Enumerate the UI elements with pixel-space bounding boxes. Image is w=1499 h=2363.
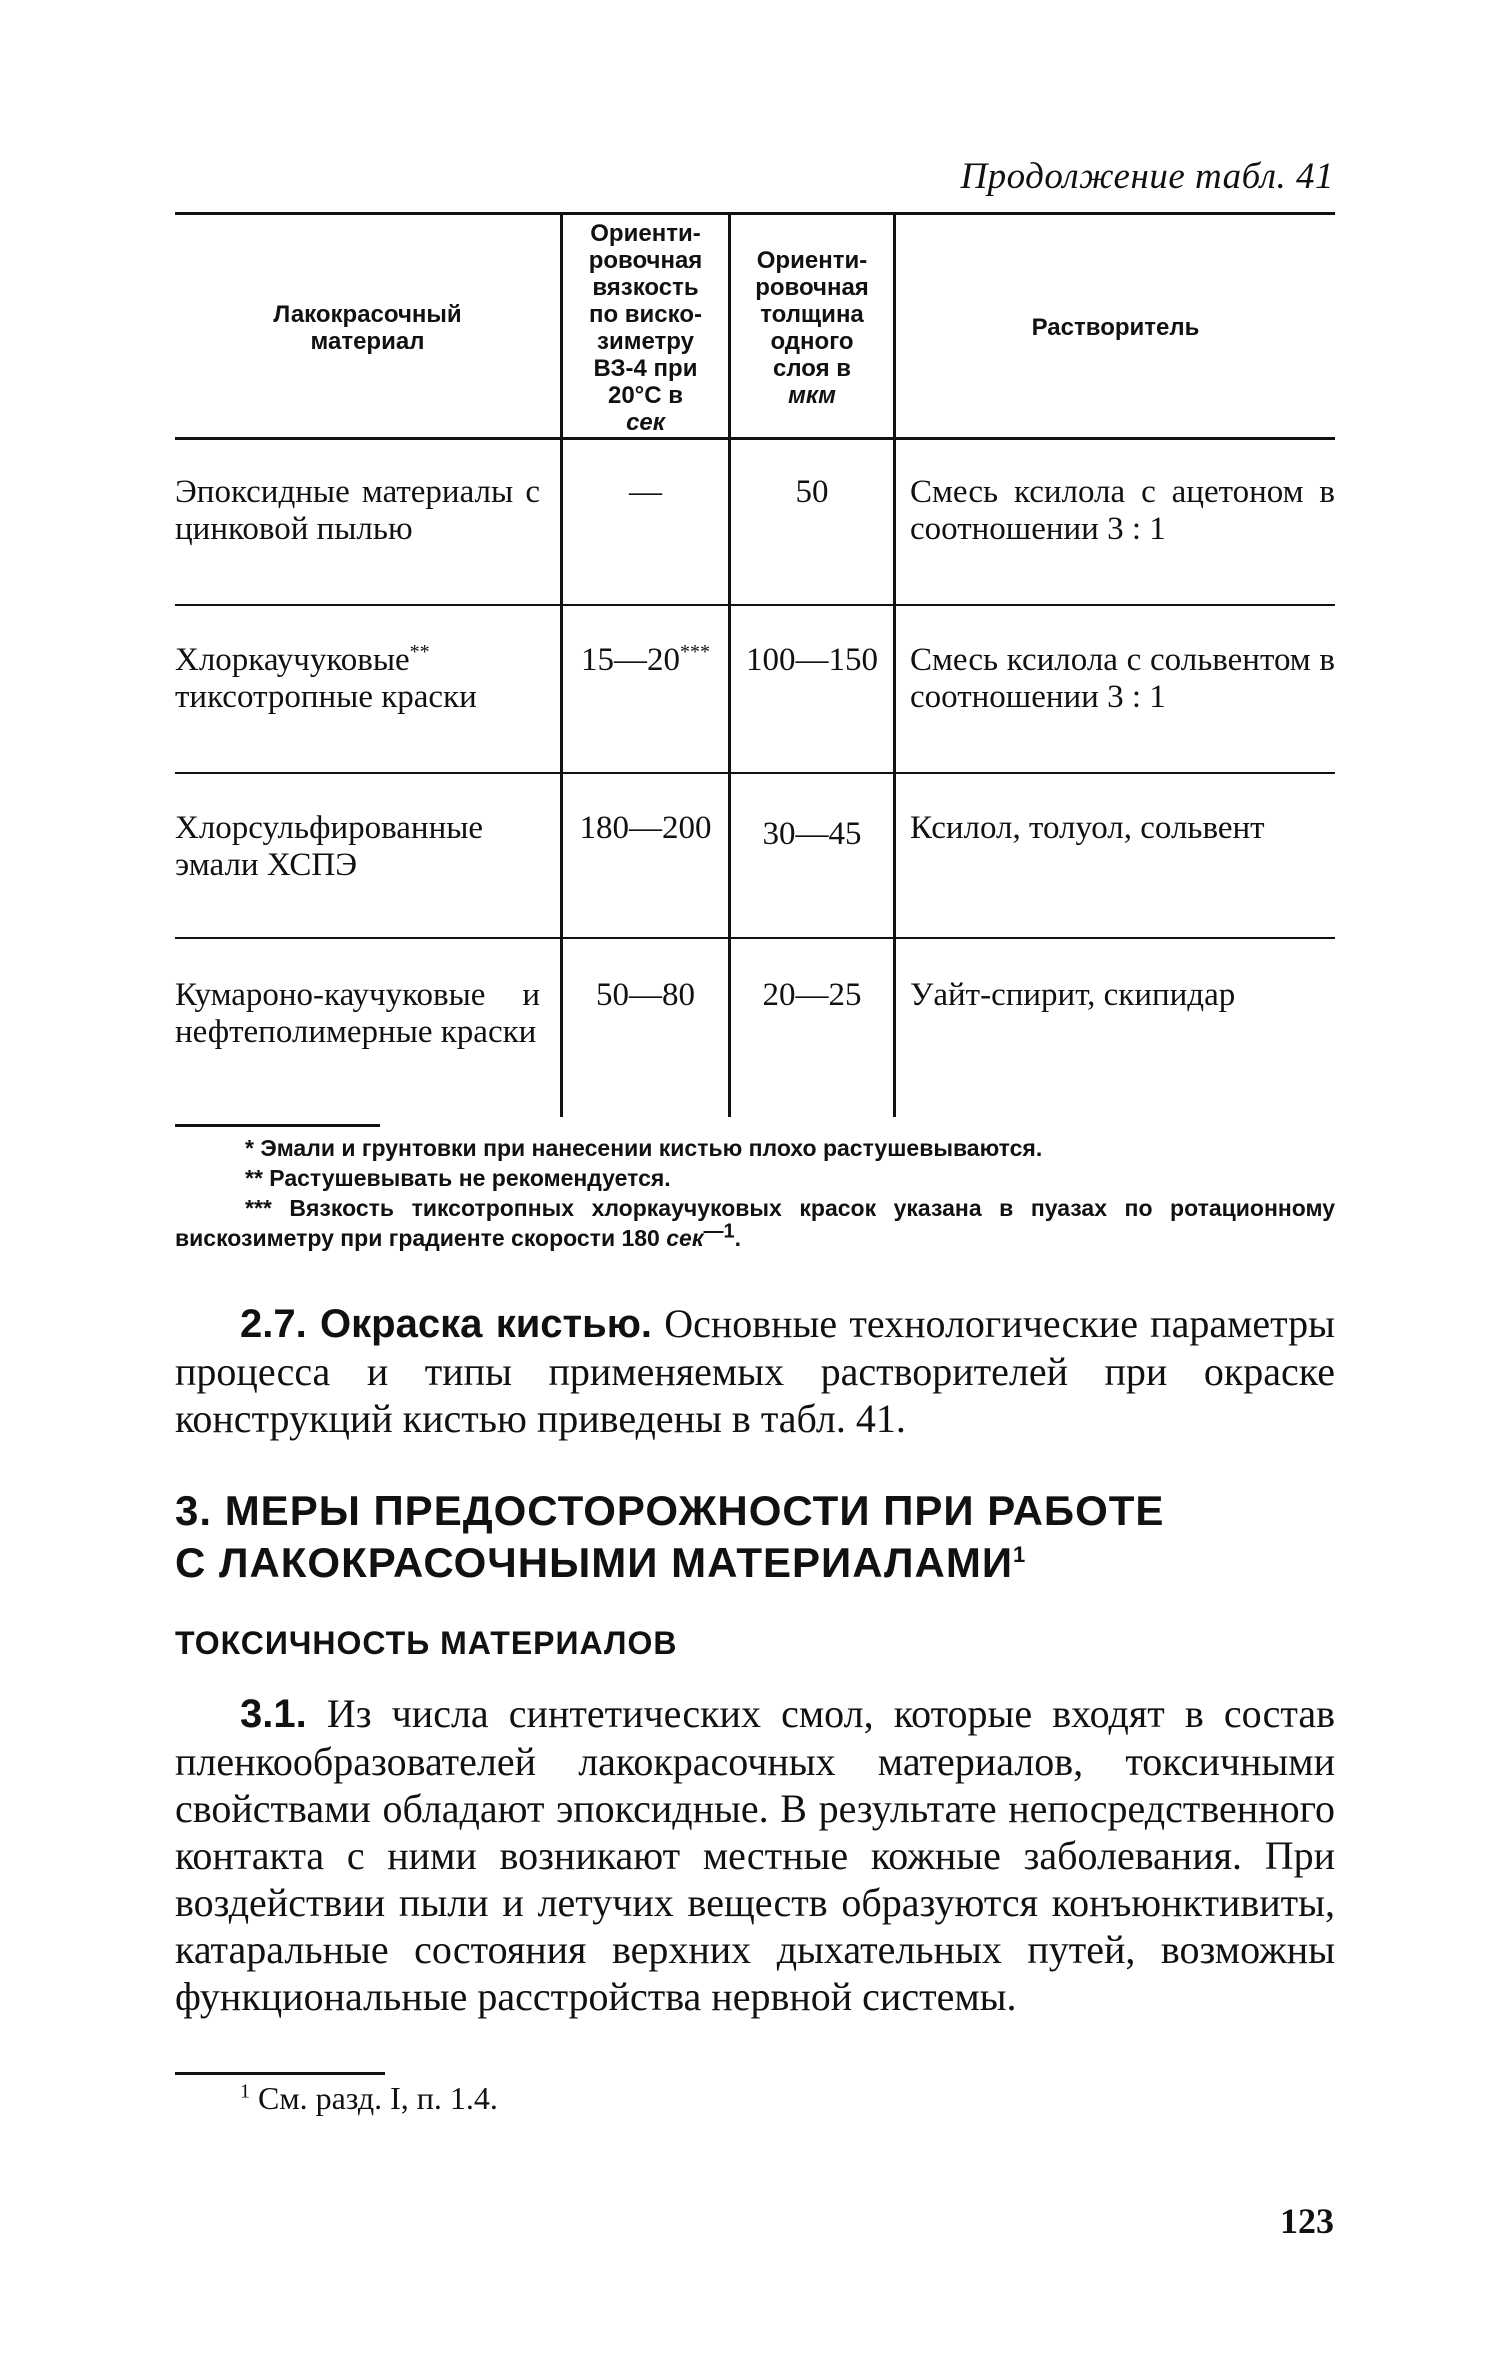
table-cell-thickness: 50	[795, 474, 829, 510]
table-cell-viscosity: 15—20***	[581, 641, 710, 678]
table-cell-thickness: 20—25	[762, 977, 862, 1013]
row-divider	[175, 772, 1335, 774]
header-solvent: Растворитель	[1031, 314, 1200, 341]
table-cell-solvent: Ксилол, толуол, сольвент	[910, 810, 1265, 846]
table-cell-viscosity: 50—80	[596, 977, 695, 1013]
data-table	[175, 212, 1335, 1117]
table-header-rule	[175, 437, 1335, 440]
subsection-heading: ТОКСИЧНОСТЬ МАТЕРИАЛОВ	[175, 1625, 678, 1661]
page-number: 123	[1280, 2201, 1334, 2241]
paragraph-label: 3.1.	[240, 1692, 307, 1736]
table-cell-material: Хлорсульфированные эмали ХСПЭ	[175, 810, 484, 883]
footnote: $^1$ См. разд. I, п. 1.4.	[240, 2080, 498, 2116]
table-cell-material: Эпоксидные материалы с цинковой пылью	[175, 474, 540, 547]
table-cell-thickness: 30—45	[762, 816, 862, 852]
header-viscosity: Ориенти- ровочная вязкость по виско- зиметру ВЗ-4 при 20°С в сек	[588, 219, 703, 436]
notes-rule	[175, 1124, 380, 1127]
table-cell-material: Хлоркаучуковые** тиксотропные краски	[175, 641, 477, 715]
table-cell-viscosity: —	[629, 474, 662, 510]
table-notes	[175, 1133, 1335, 1253]
paragraph-3-1: 3.1. Из числа синтетических смол, которые входят в состав пленкообразователей лакокрасочных материалов, токсичными свойствами обладают эпоксидные. В результате непосредственного контакта с ними возникают местные кожные заболевания. При воздействии пыли и летучих веществ образуются конъюнктивиты, катаральные состояния верхних дыхательных путей, возможны функциональные расстройства нервной системы.	[175, 1691, 1335, 2019]
note-item: * Эмали и грунтовки при нанесении кистью плохо растушевываются.	[245, 1135, 1043, 1161]
header-material: Лакокрасочный материал	[273, 300, 462, 355]
header-thickness: Ориенти- ровочная толщина одного слоя в мкм	[755, 246, 869, 409]
table-cell-viscosity: 180—200	[579, 810, 712, 846]
table-cell-material: Кумароно-каучуковые и нефтеполимерные краски	[175, 977, 540, 1050]
table-continuation-caption: Продолжение табл. 41	[960, 156, 1334, 197]
table-cell-solvent: Уайт-спирит, скипидар	[910, 977, 1236, 1013]
footnote-rule	[175, 2072, 385, 2075]
table-cell-solvent: Смесь ксилола с ацетоном в соотношении 3 : 1	[910, 474, 1335, 547]
section-3-heading: 3. МЕРЫ ПРЕДОСТОРОЖНОСТИ ПРИ РАБОТЕ С ЛАКОКРАСОЧНЫМИ МАТЕРИАЛАМИ$^1$	[175, 1487, 1165, 1586]
row-divider	[175, 937, 1335, 939]
note-item: *** Вязкость тиксотропных хлоркаучуковых красок указана в пуазах по ротационному вискозиметру при градиенте скорости 180 сек—1.	[175, 1195, 1335, 1251]
paragraph-label: 2.7. Окраска кистью.	[240, 1302, 652, 1346]
table-top-rule	[175, 212, 1335, 215]
row-divider	[175, 604, 1335, 606]
paragraph-2-7: 2.7. Окраска кистью. Основные технологические параметры процесса и типы применяемых растворителей при окраске конструкций кистью приведены в табл. 41.	[175, 1301, 1335, 1441]
table-cell-thickness: 100—150	[746, 642, 878, 678]
note-item: ** Растушевывать не рекомендуется.	[245, 1165, 671, 1191]
table-cell-solvent: Смесь ксилола с сольвентом в соотношении 3 : 1	[910, 642, 1335, 715]
